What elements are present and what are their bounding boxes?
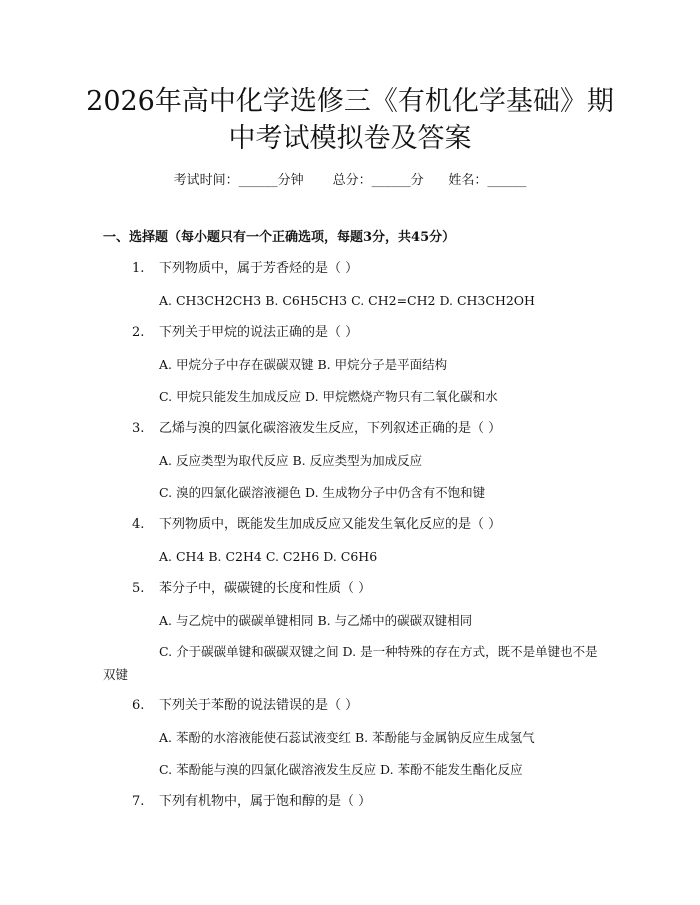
exam-title-line2: 中考试模拟卷及答案 <box>228 123 472 154</box>
question-text: 苯分子中，碳碳键的长度和性质（ ） <box>159 581 372 596</box>
question-5-options-line-1: A. 与乙烷中的碳碳单键相同 B. 与乙烯中的碳碳双键相同 <box>159 613 473 628</box>
question-number: 2. <box>132 325 145 340</box>
question-text: 下列关于甲烷的说法正确的是（ ） <box>159 325 359 340</box>
question-3 <box>132 419 501 439</box>
question-number: 5. <box>132 581 145 596</box>
question-2-options-line-2: C. 甲烷只能发生加成反应 D. 甲烷燃烧产物只有二氧化碳和水 <box>159 389 498 404</box>
exam-time-field: 考试时间：______分钟 <box>173 173 304 188</box>
question-2 <box>132 323 358 343</box>
question-1-options-line-1: A. CH3CH2CH3 B. C6H5CH3 C. CH2=CH2 D. CH3CH2OH <box>159 293 535 308</box>
question-6 <box>132 696 358 716</box>
question-5 <box>132 579 371 599</box>
question-3-options-line-1: A. 反应类型为取代反应 B. 反应类型为加成反应 <box>159 453 423 468</box>
exam-title-line1: 2026年高中化学选修三《有机化学基础》期 <box>86 86 614 117</box>
question-2-options-line-1: A. 甲烷分子中存在碳碳双键 B. 甲烷分子是平面结构 <box>159 357 448 372</box>
question-number: 3. <box>132 421 145 436</box>
question-text: 下列有机物中，属于饱和醇的是（ ） <box>159 794 372 809</box>
question-number: 6. <box>132 698 145 713</box>
question-text: 乙烯与溴的四氯化碳溶液发生反应，下列叙述正确的是（ ） <box>159 421 502 436</box>
question-6-options-line-1: A. 苯酚的水溶液能使石蕊试液变红 B. 苯酚能与金属钠反应生成氢气 <box>159 730 535 745</box>
question-number: 1. <box>132 261 145 276</box>
question-number: 7. <box>132 794 145 809</box>
section-heading: 一、选择题（每小题只有一个正确选项，每题3分，共45分） <box>103 230 456 245</box>
question-1 <box>132 259 358 279</box>
exam-score-field: 总分：______分 <box>332 173 424 188</box>
question-text: 下列关于苯酚的说法错误的是（ ） <box>159 698 359 713</box>
question-7 <box>132 792 371 812</box>
question-6-options-line-2: C. 苯酚能与溴的四氯化碳溶液发生反应 D. 苯酚不能发生酯化反应 <box>159 762 523 777</box>
student-name-field: 姓名：______ <box>448 173 527 188</box>
question-4 <box>132 515 501 535</box>
question-3-options-line-2: C. 溴的四氯化碳溶液褪色 D. 生成物分子中仍含有不饱和键 <box>159 485 486 500</box>
question-text: 下列物质中，既能发生加成反应又能发生氧化反应的是（ ） <box>159 517 502 532</box>
question-5-options-line-2: C. 介于碳碳单键和碳碳双键之间 D. 是一种特殊的存在方式，既不是单键也不是双键 <box>103 644 598 682</box>
question-text: 下列物质中，属于芳香烃的是（ ） <box>159 261 359 276</box>
question-4-options-line-1: A. CH4 B. C2H4 C. C2H6 D. C6H6 <box>159 549 378 564</box>
question-number: 4. <box>132 517 145 532</box>
exam-meta <box>0 171 700 191</box>
